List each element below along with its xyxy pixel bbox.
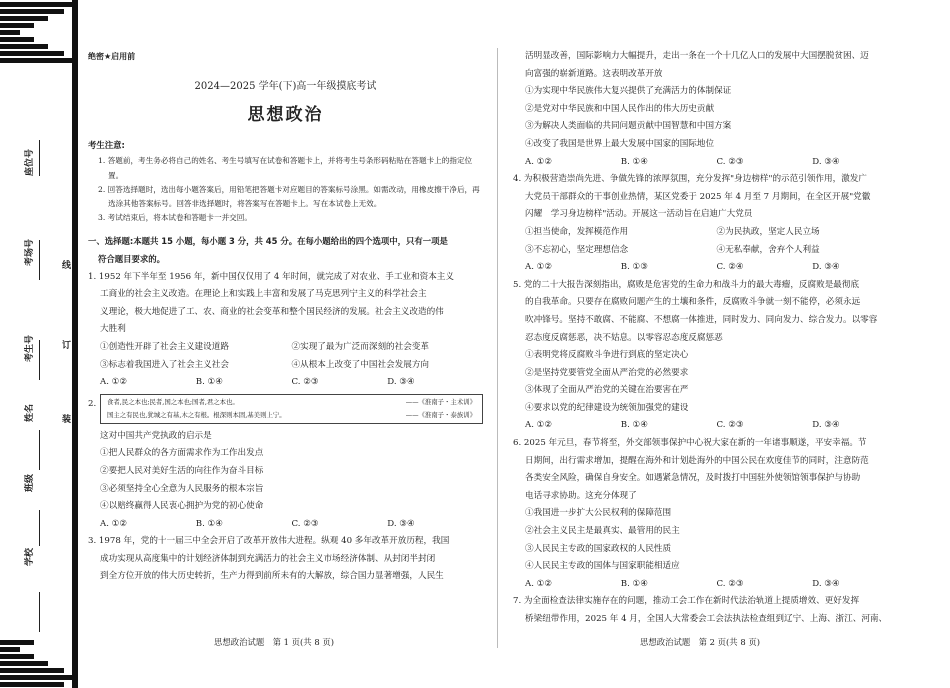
option-statement: ②为民执政，坚定人民立场 xyxy=(716,226,820,237)
question-text: 到全方位开放的伟大历史转折，生产力得到前所未有的大解放，综合国力显著增强，人民生 xyxy=(100,571,444,582)
quote-source: ——《淮南子・主术训》 xyxy=(405,397,476,406)
question-1 xyxy=(88,269,483,392)
field-name: 姓名 xyxy=(25,403,35,422)
option-statement: ③体现了全面从严治党的关键在治要害在严 xyxy=(525,385,689,396)
quote-text: 食者,民之本也;民者,国之本也;国者,君之本也。 xyxy=(107,397,239,406)
answer-choice: C. ②③ xyxy=(716,578,744,589)
section-heading-cont: 符合题目要求的。 xyxy=(98,253,165,264)
binding-bar xyxy=(0,44,48,49)
question-text: 日期间，出行需求增加，提醒在海外和计划赴海外的中国公民在欢度佳节的同时，注意防范 xyxy=(525,455,869,466)
binding-mark-order: 订 xyxy=(62,341,72,351)
answer-choice: B. ①④ xyxy=(195,377,223,388)
column-divider xyxy=(497,48,498,648)
answer-choice: C. ②③ xyxy=(716,156,744,167)
question-text: 这对中国共产党执政的启示是 xyxy=(100,430,212,441)
option-statement: ④改变了我国是世界上最大发展中国家的国际地位 xyxy=(525,138,715,149)
binding-bar xyxy=(0,675,78,680)
binding-bar xyxy=(0,682,64,687)
question-text: 吹冲锋号。坚持不敢腐、不能腐、不想腐一体推进，同时发力、同向发力、综合发力。以零容 xyxy=(525,314,878,325)
binding-stem xyxy=(72,0,78,688)
option-statement: ②是坚持党要管党全面从严治党的必然要求 xyxy=(525,367,689,378)
option-statement: ④以赔终赢得人民衷心拥护为党的初心使命 xyxy=(100,501,264,512)
question-text: 义理论，极大地促进了工、农、商业的社会变革和整个国民经济的发展。社会主义改造的伟 xyxy=(100,306,444,317)
answer-choice: C. ②③ xyxy=(291,377,319,388)
answer-choice: C. ②③ xyxy=(716,420,744,431)
field-seat-number: 座位号 xyxy=(25,148,35,176)
option-statement: ①把人民群众的各方面需求作为工作出发点 xyxy=(100,448,264,459)
option-statement: ①担当使命，发挥模范作用 xyxy=(525,226,629,237)
answer-choice: D. ③④ xyxy=(812,578,840,589)
page-footer-left: 思想政治试题 第 1 页(共 8 页) xyxy=(214,637,334,647)
answer-choice: A. ①② xyxy=(525,156,553,167)
field-line xyxy=(39,430,40,470)
question-6 xyxy=(513,435,908,593)
option-statement: ②社会主义民主是最真实、最管用的民主 xyxy=(525,526,680,537)
right-column xyxy=(513,48,908,668)
question-text: 成功实现从高度集中的计划经济体制到充满活力的社会主义市场经济体制、从封闭半封闭 xyxy=(100,553,436,564)
binding-bar xyxy=(0,30,20,35)
quote-text: 国主之有民也,犹城之有基,木之有根。根深则本固,基美则上宁。 xyxy=(107,410,286,419)
notice-heading: 考生注意: xyxy=(88,139,125,150)
page-footer-right: 思想政治试题 第 2 页(共 8 页) xyxy=(640,637,760,647)
question-text: 电话寻求协助。这充分体现了 xyxy=(525,490,637,501)
notice-item: 1. 答题前，考生务必将自己的姓名、考生号填写在试卷和答题卡上，并将考生号条形码粘贴在答题卡上的指定位置。 xyxy=(98,156,473,180)
question-text: 忍态度反腐惩恶，决不姑息。以零容忍态度反腐惩恶 xyxy=(525,332,723,343)
question-text: 向富强的崭新道路。这表明改革开放 xyxy=(525,68,663,79)
option-statement: ①我国进一步扩大公民权利的保障范围 xyxy=(525,508,672,519)
answer-choice: D. ③④ xyxy=(812,262,840,273)
option-statement: ①创造性开辟了社会主义建设道路 xyxy=(100,341,229,352)
option-statement: ①表明党将反腐败斗争进行到底的坚定决心 xyxy=(525,350,689,361)
field-line xyxy=(39,340,40,380)
question-7 xyxy=(513,593,908,628)
field-school: 学校 xyxy=(25,547,35,566)
answer-choice: A. ①② xyxy=(525,262,553,273)
question-text: 工商业的社会主义改造。在理论上和实践上丰富和发展了马克思列宁主义的科学社会主 xyxy=(100,289,427,300)
field-line xyxy=(39,592,40,632)
field-line xyxy=(39,140,40,176)
answer-choice: C. ②④ xyxy=(716,262,744,273)
answer-choice: D. ③④ xyxy=(387,377,415,388)
answer-choice: B. ①④ xyxy=(620,420,648,431)
binding-bar xyxy=(0,51,64,56)
option-statement: ①为实现中华民族伟大复兴提供了充满活力的体制保证 xyxy=(525,86,732,97)
binding-bar xyxy=(0,9,64,14)
question-text: 大党员干部群众的干事创业热情，某区党委于 2025 年 4 月至 7 月期间，在全区开展"党徽 xyxy=(525,191,871,202)
binding-bar xyxy=(0,16,48,21)
question-text: 活明显改善，国际影响力大幅提升，走出一条在一个十几亿人口的发展中大国摆脱贫困、迈 xyxy=(525,51,869,61)
quote-source: ——《淮南子・泰族训》 xyxy=(405,410,476,419)
option-statement: ④要求以党的纪律建设为统领加强党的建设 xyxy=(525,402,689,413)
notice-item: 3. 考试结束后，将本试卷和答题卡一并交回。 xyxy=(98,213,252,223)
question-text: 桥梁纽带作用，2025 年 4 月，全国人大常委会工会法执法检查组到辽宁、上海、浙江、河南、 xyxy=(525,614,888,624)
option-statement: ④从根本上改变了中国社会发展方向 xyxy=(291,359,430,370)
answer-choice: D. ③④ xyxy=(812,420,840,431)
field-line xyxy=(39,510,40,546)
option-statement: ④人民民主专政的国体与国家职能相适应 xyxy=(525,561,680,572)
binding-bar xyxy=(0,668,64,673)
field-exam-room: 考场号 xyxy=(25,238,35,266)
question-number: 2. xyxy=(88,398,97,409)
question-text: 大胜利 xyxy=(100,324,126,335)
option-statement: ③必须坚持全心全意为人民服务的根本宗旨 xyxy=(100,483,264,494)
question-text: 1. 1952 年下半年至 1956 年，新中国仅仅用了 4 年时间，就完成了对农业、手工业和资本主义 xyxy=(88,271,454,282)
left-column xyxy=(88,48,483,668)
answer-choice: D. ③④ xyxy=(387,518,415,529)
option-statement: ②是党对中华民族和中国人民作出的伟大历史贡献 xyxy=(525,103,715,114)
question-text: 闪耀 学习身边榜样"活动。开展这一活动旨在启迪广大党员 xyxy=(525,209,753,220)
option-statement: ②实现了最为广泛而深刻的社会变革 xyxy=(291,341,430,352)
option-statement: ③人民民主专政的国家政权的人民性质 xyxy=(525,543,672,554)
answer-choice: D. ③④ xyxy=(812,156,840,167)
binding-bar xyxy=(0,654,34,659)
binding-bar xyxy=(0,58,78,63)
option-statement: ②要把人民对美好生活的向往作为奋斗目标 xyxy=(100,465,264,476)
secret-mark: 绝密★启用前 xyxy=(88,52,136,61)
answer-choice: B. ①③ xyxy=(620,262,648,273)
question-text: 4. 为积极营造崇尚先进、争做先锋的浓厚氛围，充分发挥"身边榜样"的示范引领作用，激发广 xyxy=(513,174,867,185)
answer-choice: A. ①② xyxy=(525,578,553,589)
answer-choice: B. ①④ xyxy=(620,578,648,589)
question-text: 5. 党的二十大报告深刻指出，腐败是危害党的生命力和战斗力的最大毒瘤，反腐败是最彻底 xyxy=(513,279,860,290)
binding-bar xyxy=(0,23,34,28)
section-heading: 一、选择题:本题共 15 小题，每小题 3 分，共 45 分。在每小题给出的四个选项中，只有一项是 xyxy=(88,236,448,247)
question-4 xyxy=(513,171,908,277)
answer-choice: A. ①② xyxy=(100,377,128,388)
answer-choice: B. ①④ xyxy=(620,156,648,167)
binding-bar xyxy=(0,647,20,652)
binding-bar xyxy=(0,640,34,645)
question-text: 的自我革命。只要存在腐败问题产生的土壤和条件，反腐败斗争就一刻不能停，必须永远 xyxy=(525,297,861,308)
binding-mark-bind: 装 xyxy=(62,415,72,425)
question-text: 各类安全风险，确保自身安全。如遇紧急情况，及时拨打中国驻外使领馆领事保护与协助 xyxy=(525,473,861,484)
question-5 xyxy=(513,277,908,435)
field-candidate-number: 考生号 xyxy=(25,334,35,362)
answer-choice: C. ②③ xyxy=(291,518,319,529)
exam-title: 2024—2025 学年(下)高一年级摸底考试 xyxy=(194,80,377,92)
question-3 xyxy=(88,533,483,586)
question-text: 3. 1978 年，党的十一届三中全会开启了改革开放伟大进程。纵观 40 多年改革开放历程，我国 xyxy=(88,536,450,547)
field-line xyxy=(39,240,40,280)
option-statement: ③标志着我国进入了社会主义社会 xyxy=(100,359,229,370)
answer-choice: B. ①④ xyxy=(195,518,223,529)
binding-mark-line: 线 xyxy=(62,261,72,271)
question-2 xyxy=(88,394,483,534)
option-statement: ③不忘初心，坚定理想信念 xyxy=(525,244,629,255)
option-statement: ③为解决人类面临的共同问题贡献中国智慧和中国方案 xyxy=(525,121,732,132)
notice-item: 2. 回答选择题时，选出每小题答案后，用铅笔把答题卡对应题目的答案标号涂黑。如需改动，用橡皮擦干净后，再选涂其他答案标号。回答非选择题时，将答案写在答题卡上。写在本试卷上无效。 xyxy=(98,184,480,208)
quote-box xyxy=(100,394,483,424)
field-class: 班级 xyxy=(25,473,35,492)
binding-bar xyxy=(0,661,48,666)
question-text: 6. 2025 年元旦，春节将至，外交部领事保护中心祝大家在新的一年诸事顺遂，平安幸福。节 xyxy=(513,438,867,449)
subject-title: 思想政治 xyxy=(247,105,324,126)
binding-bar xyxy=(0,37,34,42)
answer-choice: A. ①② xyxy=(100,518,128,529)
binding-bar xyxy=(0,2,78,7)
option-statement: ④无私奉献，舍弃个人利益 xyxy=(716,244,820,255)
question-text: 7. 为全面检查法律实施存在的问题，推动工会工作在新时代法治轨道上提质增效、更好发挥 xyxy=(513,596,860,607)
answer-choice: A. ①② xyxy=(525,420,553,431)
